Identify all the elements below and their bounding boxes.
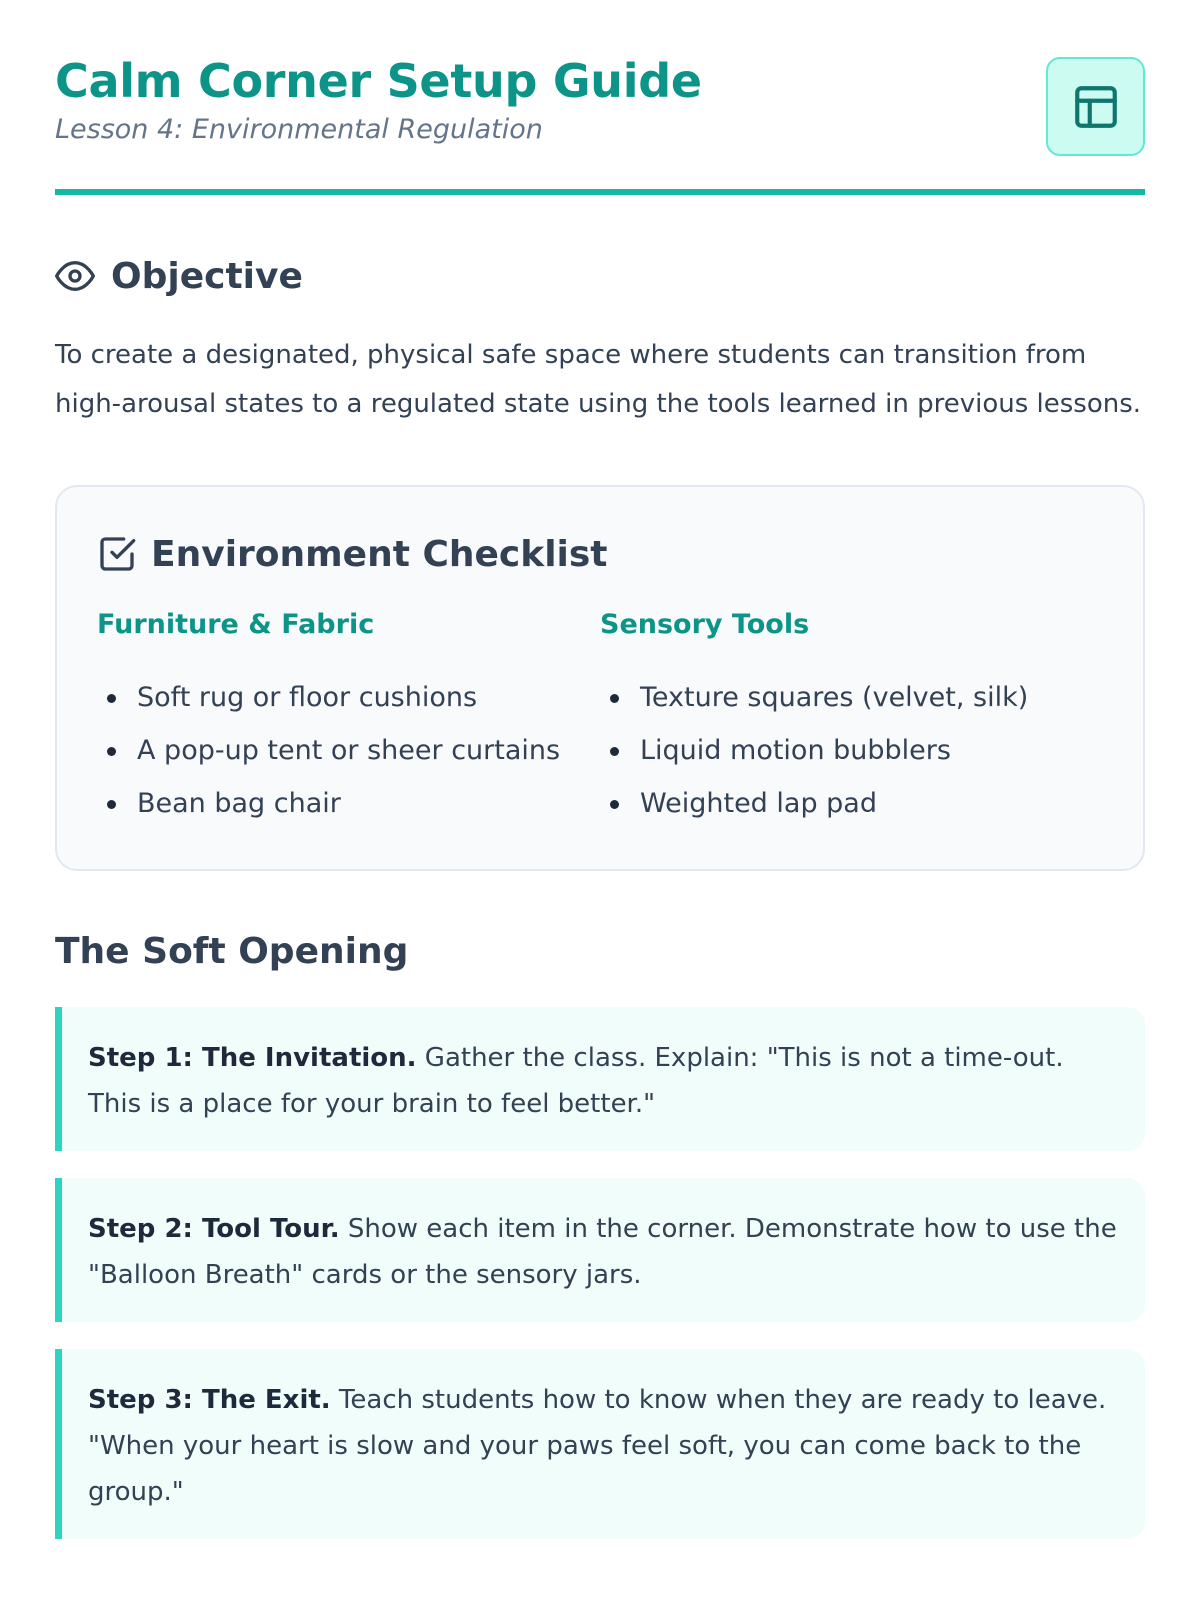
objective-text: To create a designated, physical safe space where students can transition from high-arousal states to a regulated state using the tools learned in previous lessons. [55,340,1142,419]
checklist-column-furniture [97,605,600,830]
step-label: Step 2: Tool Tour. [88,1214,340,1244]
step-text: Teach students how to know when they are ready to leave. "When your heart is slow and your paws feel soft, you can come back to the group." [88,1385,1107,1507]
step-card [55,1349,1145,1539]
steps-list [55,1007,1145,1539]
checklist-list [97,671,600,830]
step-card [55,1007,1145,1151]
checklist-title: Environment Checklist [151,533,608,575]
list-item: A pop-up tent or sheer curtains [97,724,600,777]
column-heading: Furniture & Fabric [97,609,375,640]
step-label: Step 3: The Exit. [88,1385,331,1415]
layout-icon-badge [1046,57,1145,156]
objective-heading-row [55,251,1145,301]
list-item: Texture squares (velvet, silk) [600,671,1103,724]
page-subtitle: Lesson 4: Environmental Regulation [55,114,543,145]
eye-icon [55,256,95,296]
step-text: Show each item in the corner. Demonstrate how to use the "Balloon Breath" cards or the sensory jars. [88,1214,1117,1290]
soft-opening-section [55,929,1145,1539]
objective-section [55,251,1145,429]
step-label: Step 1: The Invitation. [88,1043,417,1073]
list-item: Soft rug or floor cushions [97,671,600,724]
list-item: Liquid motion bubblers [600,724,1103,777]
soft-opening-heading: The Soft Opening [55,931,409,972]
step-card [55,1178,1145,1322]
list-item: Bean bag chair [97,777,600,830]
column-heading: Sensory Tools [600,609,810,640]
environment-checklist-card [55,485,1145,871]
list-item: Weighted lap pad [600,777,1103,830]
objective-heading: Objective [111,255,303,297]
checkbox-icon [97,534,137,574]
checklist-list [600,671,1103,830]
step-text: Gather the class. Explain: "This is not a time-out. This is a place for your brain to feel better." [88,1043,1064,1119]
checklist-heading-row [97,531,1103,577]
page-title: Calm Corner Setup Guide [55,54,702,108]
checklist-column-sensory [600,605,1103,830]
layout-icon [1071,82,1121,132]
page-header [55,0,1145,195]
checklist-columns [97,605,1103,830]
